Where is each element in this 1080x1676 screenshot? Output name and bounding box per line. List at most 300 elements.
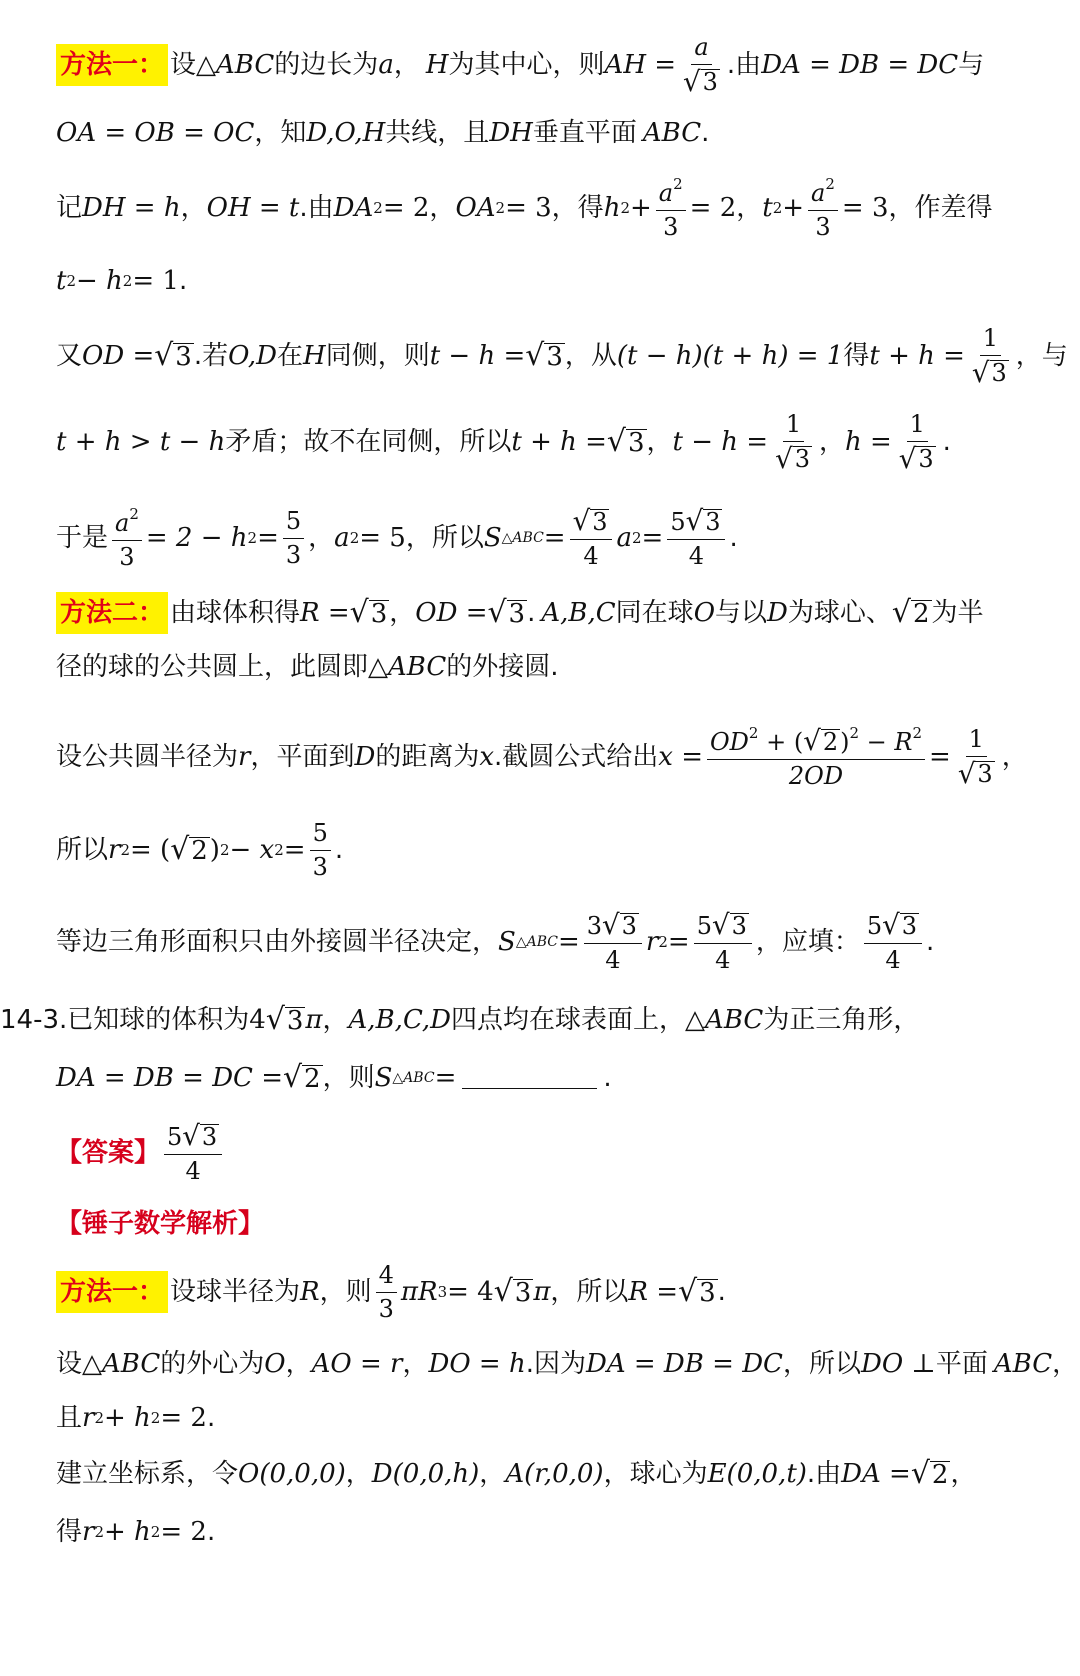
text: ， — [479, 1459, 506, 1489]
radicand: 3 — [175, 341, 192, 372]
math: r — [82, 1403, 95, 1433]
analysis-method1-line5 — [56, 1514, 1080, 1550]
sqrt-sign: √ — [910, 1456, 930, 1492]
frac-num: 5 — [310, 820, 331, 850]
math: x = — [658, 742, 703, 772]
question-number: 14-3 — [0, 1005, 60, 1035]
text: 为其中心，则 — [448, 50, 605, 80]
analysis-method1-line4 — [56, 1454, 1080, 1494]
text: 四点均在球表面上， — [451, 1005, 686, 1035]
radicand: 3 — [794, 444, 810, 473]
math: = 2 − h — [145, 523, 248, 553]
math: R = — [300, 598, 350, 628]
sqrt-sign: √ — [891, 595, 911, 631]
text: ， — [646, 427, 673, 457]
text: 为半 — [931, 598, 984, 628]
math: = 3 — [505, 193, 552, 223]
text: ，从 — [564, 341, 617, 371]
frac-den: 3 — [312, 852, 328, 881]
math: − R — [866, 728, 913, 757]
math: E(0,0,t) — [707, 1459, 807, 1489]
radicand: 3 — [508, 598, 526, 629]
math: − h — [76, 266, 123, 296]
text: ， — [180, 193, 207, 223]
text: ，球心为 — [603, 1459, 708, 1489]
sqrt-sign: √ — [971, 355, 990, 389]
exp: 2 — [94, 1408, 104, 1427]
math: S — [483, 523, 502, 553]
subscript: △ABC — [501, 530, 544, 546]
frac-den: 3 — [285, 540, 302, 569]
sqrt-sign: √ — [803, 724, 821, 758]
math: = 2 — [382, 193, 430, 223]
method1-line1 — [56, 30, 1080, 100]
question-line1 — [0, 1000, 1080, 1040]
frac-num: 5 — [283, 508, 304, 538]
text: 设公共圆半径为 — [56, 742, 239, 772]
analysis-method1-line2 — [56, 1346, 1080, 1382]
math: OD = — [82, 341, 155, 371]
math: = — [543, 523, 566, 553]
text: 为球心、 — [787, 598, 892, 628]
exp: 2 — [94, 1522, 104, 1541]
math: OH = t — [206, 193, 300, 223]
text: 所以 — [56, 835, 109, 865]
exp: 2 — [373, 198, 383, 217]
text: 等边三角形面积只由外接圆半径决定， — [56, 927, 499, 957]
math: △ABC — [368, 652, 447, 682]
exp: 2 — [673, 175, 683, 194]
fraction — [707, 725, 925, 789]
math: r — [645, 927, 659, 957]
frac-num: a — [811, 179, 826, 208]
frac-num: 1 — [966, 726, 987, 756]
text: .由 — [726, 50, 762, 80]
question-line2 — [56, 1058, 1080, 1098]
fraction — [656, 176, 686, 240]
frac-den: 4 — [715, 945, 731, 974]
text: ， — [345, 1459, 372, 1489]
sqrt-sign: √ — [678, 1274, 698, 1310]
math: = — [557, 927, 580, 957]
sqrt-sign: √ — [711, 908, 730, 942]
math: O — [693, 598, 716, 628]
text: ，平面到 — [250, 742, 355, 772]
radicand: 3 — [702, 67, 718, 96]
math: h — [603, 193, 621, 223]
frac-den: 4 — [185, 1156, 201, 1185]
analysis-method1-label: 方法一： — [56, 1271, 168, 1313]
radicand: 3 — [514, 1277, 532, 1308]
text: ，得 — [551, 193, 604, 223]
text: 的距离为 — [375, 742, 480, 772]
math: DA — [333, 193, 374, 223]
fraction — [584, 908, 642, 974]
math: t + h > t − h — [56, 427, 226, 457]
math: π — [305, 1005, 323, 1035]
math: S — [374, 1063, 393, 1093]
exp: 2 — [274, 840, 284, 859]
fraction — [772, 411, 815, 473]
sqrt-sign: √ — [572, 504, 591, 538]
exp: 2 — [825, 175, 835, 194]
text: ， — [402, 1349, 429, 1379]
text: ， — [818, 427, 845, 457]
sqrt-sign: √ — [525, 338, 545, 374]
math: D — [767, 598, 788, 628]
fraction — [680, 34, 723, 96]
sqrt-sign: √ — [265, 1002, 285, 1038]
math: = 2 — [160, 1517, 207, 1547]
answer-blank[interactable] — [462, 1068, 597, 1089]
frac-den: 3 — [119, 542, 135, 571]
method1-label: 方法一： — [56, 44, 168, 86]
sqrt-sign: √ — [283, 1060, 303, 1096]
radicand: 3 — [901, 911, 918, 940]
exp: 2 — [658, 932, 668, 951]
method2-line2 — [56, 650, 1080, 684]
text: 得 — [843, 341, 870, 371]
fraction — [667, 504, 725, 570]
exp: 2 — [495, 198, 506, 217]
text: .已知球的体积为 — [59, 1005, 250, 1035]
math: r — [82, 1517, 95, 1547]
math: = — [929, 742, 951, 772]
radicand: 2 — [191, 835, 208, 866]
text: ， — [308, 523, 335, 553]
exp: 2 — [849, 724, 860, 743]
text: 垂直平面 — [532, 118, 637, 148]
math: A(r,0,0) — [505, 1459, 604, 1489]
math: + h — [104, 1403, 151, 1433]
method2-label: 方法二： — [56, 592, 168, 634]
coef: 5 — [670, 508, 686, 537]
math: = — [434, 1063, 457, 1093]
coef: 5 — [866, 912, 883, 941]
math: = 2 — [689, 193, 737, 223]
math: a — [616, 523, 632, 553]
frac-den: 4 — [885, 945, 901, 974]
text: . — [334, 835, 344, 865]
math: DO ⊥ — [860, 1349, 936, 1379]
sqrt-sign: √ — [602, 908, 620, 942]
math: t + h = — [869, 341, 965, 371]
math: S — [498, 927, 516, 957]
sqrt-sign: √ — [775, 441, 793, 475]
math: − x — [229, 835, 275, 865]
answer-label: 【答案】 — [56, 1138, 161, 1168]
math: O,D — [228, 341, 277, 371]
exp: 2 — [66, 271, 76, 290]
text: 记 — [56, 193, 83, 223]
math: R = — [628, 1277, 679, 1307]
math: AO = r — [311, 1349, 403, 1379]
method1-line6 — [56, 404, 1080, 480]
math: π — [533, 1277, 551, 1307]
math: a — [334, 523, 350, 553]
frac-den: 3 — [378, 1294, 394, 1323]
text: ，所以 — [782, 1349, 861, 1379]
text: ， — [285, 1349, 312, 1379]
text: 由球体积得 — [170, 598, 301, 628]
math: 4 — [249, 1005, 266, 1035]
math-a: a — [378, 50, 394, 80]
text: 于是 — [56, 523, 109, 553]
text: . — [527, 598, 536, 628]
fraction — [310, 820, 331, 880]
text: ， — [736, 193, 763, 223]
math: = — [641, 523, 664, 553]
fraction — [969, 325, 1012, 387]
text: 建立坐标系，令 — [56, 1459, 239, 1489]
subscript: △ABC — [392, 1070, 435, 1086]
radicand: 3 — [977, 759, 993, 788]
math: (t − h)(t + h) = 1 — [616, 341, 844, 371]
analysis-label: 【锤子数学解析】 — [56, 1209, 265, 1239]
math: = — [667, 927, 690, 957]
exp: 2 — [150, 1522, 161, 1541]
text: . — [717, 1277, 726, 1307]
math-eq: OA = OB = OC — [56, 118, 255, 148]
math: O(0,0,0) — [238, 1459, 346, 1489]
text: 在 — [277, 341, 304, 371]
math: DA = DB = DC — [586, 1349, 783, 1379]
frac-den: 3 — [663, 212, 679, 241]
text: .若 — [193, 341, 229, 371]
math: + — [629, 193, 652, 223]
answer-line — [56, 1118, 1080, 1188]
frac-den: 3 — [815, 212, 831, 241]
radicand: 2 — [822, 727, 839, 756]
sqrt-sign: √ — [683, 64, 701, 98]
exp: 2 — [620, 198, 630, 217]
frac-num: 1 — [783, 411, 804, 441]
text: . — [206, 1517, 216, 1547]
sqrt-sign: √ — [154, 338, 174, 374]
fraction — [112, 506, 142, 570]
text: . — [729, 523, 738, 553]
text: .截圆公式给出 — [494, 742, 659, 772]
exp: 2 — [748, 724, 759, 743]
math: = 3 — [841, 193, 889, 223]
method1-line2 — [56, 116, 1080, 150]
text: ，所以 — [550, 1277, 629, 1307]
math: = 2 — [160, 1403, 207, 1433]
math-h: H — [425, 50, 449, 80]
sqrt-sign: √ — [170, 832, 190, 868]
sqrt-sign: √ — [349, 595, 369, 631]
frac-den: 4 — [605, 945, 621, 974]
frac-num: 4 — [376, 1262, 397, 1292]
text: . — [603, 1063, 612, 1093]
exp: 2 — [122, 271, 133, 290]
text: 得 — [56, 1517, 83, 1547]
math: = ( — [130, 835, 171, 865]
method2-line1 — [56, 588, 1080, 638]
text: ，与 — [1015, 341, 1068, 371]
text: ，知 — [254, 118, 307, 148]
frac-den: 4 — [583, 541, 599, 570]
coef: 5 — [696, 912, 712, 941]
math: + — [782, 193, 805, 223]
text: ， — [389, 598, 416, 628]
text: 径的球的公共圆上，此圆即 — [56, 652, 369, 682]
math: h = — [844, 427, 892, 457]
text: . — [701, 118, 710, 148]
math: x — [479, 742, 495, 772]
math: t + h = — [511, 427, 607, 457]
text: ， — [950, 1459, 977, 1489]
text: 共线，且 — [385, 118, 490, 148]
math: A,B,C — [541, 598, 616, 628]
radicand: 3 — [699, 1277, 716, 1308]
math: = — [257, 523, 279, 553]
text: 且 — [56, 1403, 83, 1433]
math: △ABC — [685, 1005, 764, 1035]
math: t − h = — [672, 427, 769, 457]
frac-num: 1 — [907, 411, 928, 441]
fraction — [864, 908, 922, 974]
method1-line3 — [56, 172, 1080, 244]
frac-num: a — [115, 509, 130, 538]
text: 设球半径为 — [170, 1277, 301, 1307]
text: 平面 — [935, 1349, 988, 1379]
math: t — [56, 266, 67, 296]
answer-fraction — [164, 1119, 222, 1185]
sqrt-sign: √ — [685, 504, 704, 538]
sqrt-sign: √ — [957, 756, 976, 790]
text: 与 — [958, 50, 985, 80]
math: t — [762, 193, 773, 223]
method1-line7 — [56, 500, 1080, 576]
math: D(0,0,h) — [371, 1459, 480, 1489]
math: O — [264, 1349, 286, 1379]
text: 的外心为 — [160, 1349, 265, 1379]
text: ， — [429, 193, 456, 223]
exp: 2 — [349, 528, 360, 547]
exp: 2 — [129, 505, 139, 524]
math: OD — [710, 728, 749, 757]
fraction — [808, 176, 838, 240]
radicand: 3 — [286, 1005, 304, 1036]
text: ，则 — [319, 1277, 372, 1307]
text: ，则 — [322, 1063, 375, 1093]
math: △ABC — [82, 1349, 161, 1379]
radicand: 3 — [201, 1122, 218, 1151]
exp: 2 — [247, 528, 258, 547]
text: ， — [393, 50, 420, 80]
math: ABC — [993, 1349, 1053, 1379]
exp: 2 — [120, 840, 130, 859]
method2-line5 — [56, 904, 1080, 980]
radicand: 3 — [592, 507, 608, 536]
fraction — [896, 411, 939, 473]
fraction — [955, 726, 998, 788]
radicand: 3 — [918, 444, 934, 473]
sqrt-sign: √ — [487, 595, 507, 631]
math: = 5 — [359, 523, 406, 553]
frac-num: a — [658, 179, 674, 208]
method1-line4 — [56, 264, 1080, 298]
math: DA = DB = DC = — [56, 1063, 283, 1093]
coef: 5 — [167, 1123, 183, 1152]
text: 又 — [56, 341, 83, 371]
text: ， — [322, 1005, 349, 1035]
sqrt-sign: √ — [606, 424, 626, 460]
text: . — [942, 427, 951, 457]
math: + h — [104, 1517, 151, 1547]
text: . — [178, 266, 188, 296]
text: .因为 — [525, 1349, 586, 1379]
text: ， — [1052, 1349, 1079, 1379]
math: D — [354, 742, 376, 772]
radicand: 3 — [621, 911, 637, 940]
text: 为正三角形， — [763, 1005, 920, 1035]
exp: 2 — [150, 1408, 161, 1427]
text: 与以 — [715, 598, 768, 628]
math: A,B,C,D — [348, 1005, 452, 1035]
math: OA — [455, 193, 496, 223]
sqrt-sign: √ — [898, 441, 917, 475]
analysis-heading — [56, 1206, 1080, 1242]
math: r — [108, 835, 121, 865]
coef: 3 — [586, 912, 603, 941]
text: ，所以 — [405, 523, 484, 553]
text: 设 — [56, 1349, 83, 1379]
sqrt-sign: √ — [493, 1274, 513, 1310]
math: ) — [840, 728, 850, 757]
fraction — [376, 1262, 397, 1322]
method1-line5 — [56, 318, 1080, 394]
math: DO = h — [428, 1349, 526, 1379]
math: ) — [209, 835, 220, 865]
math-eq: DA = DB = DC — [761, 50, 959, 80]
sqrt-sign: √ — [882, 908, 900, 942]
text: 矛盾；故不在同侧，所以 — [225, 427, 512, 457]
text: .由 — [806, 1459, 842, 1489]
text: ， — [1001, 742, 1028, 772]
analysis-method1-line1 — [56, 1256, 1080, 1328]
text: 同侧，则 — [325, 341, 430, 371]
text: ，作差得 — [888, 193, 993, 223]
text: 同在球 — [615, 598, 694, 628]
radicand: 2 — [912, 598, 930, 629]
method2-line3 — [56, 712, 1080, 802]
math: OD = — [415, 598, 488, 628]
subscript: △ABC — [515, 934, 558, 950]
radicand: 3 — [370, 598, 388, 629]
math: R — [300, 1277, 320, 1307]
math-dh: DH — [489, 118, 533, 148]
math: = 1 — [132, 266, 179, 296]
math: DH = h — [82, 193, 181, 223]
text: . — [926, 927, 935, 957]
math-ah: AH = — [604, 50, 677, 80]
radicand: 3 — [546, 341, 563, 372]
math: + ( — [766, 728, 804, 757]
exp: 3 — [437, 1282, 448, 1301]
exp: 2 — [772, 198, 783, 217]
math: r — [238, 742, 251, 772]
radicand: 3 — [991, 358, 1007, 387]
fraction — [694, 908, 752, 974]
math: DA = — [841, 1459, 911, 1489]
text: 的边长为 — [274, 50, 379, 80]
frac-num: a — [691, 34, 711, 64]
radicand: 3 — [731, 911, 747, 940]
analysis-method1-line3 — [56, 1400, 1080, 1436]
frac-num: 1 — [980, 325, 1001, 355]
